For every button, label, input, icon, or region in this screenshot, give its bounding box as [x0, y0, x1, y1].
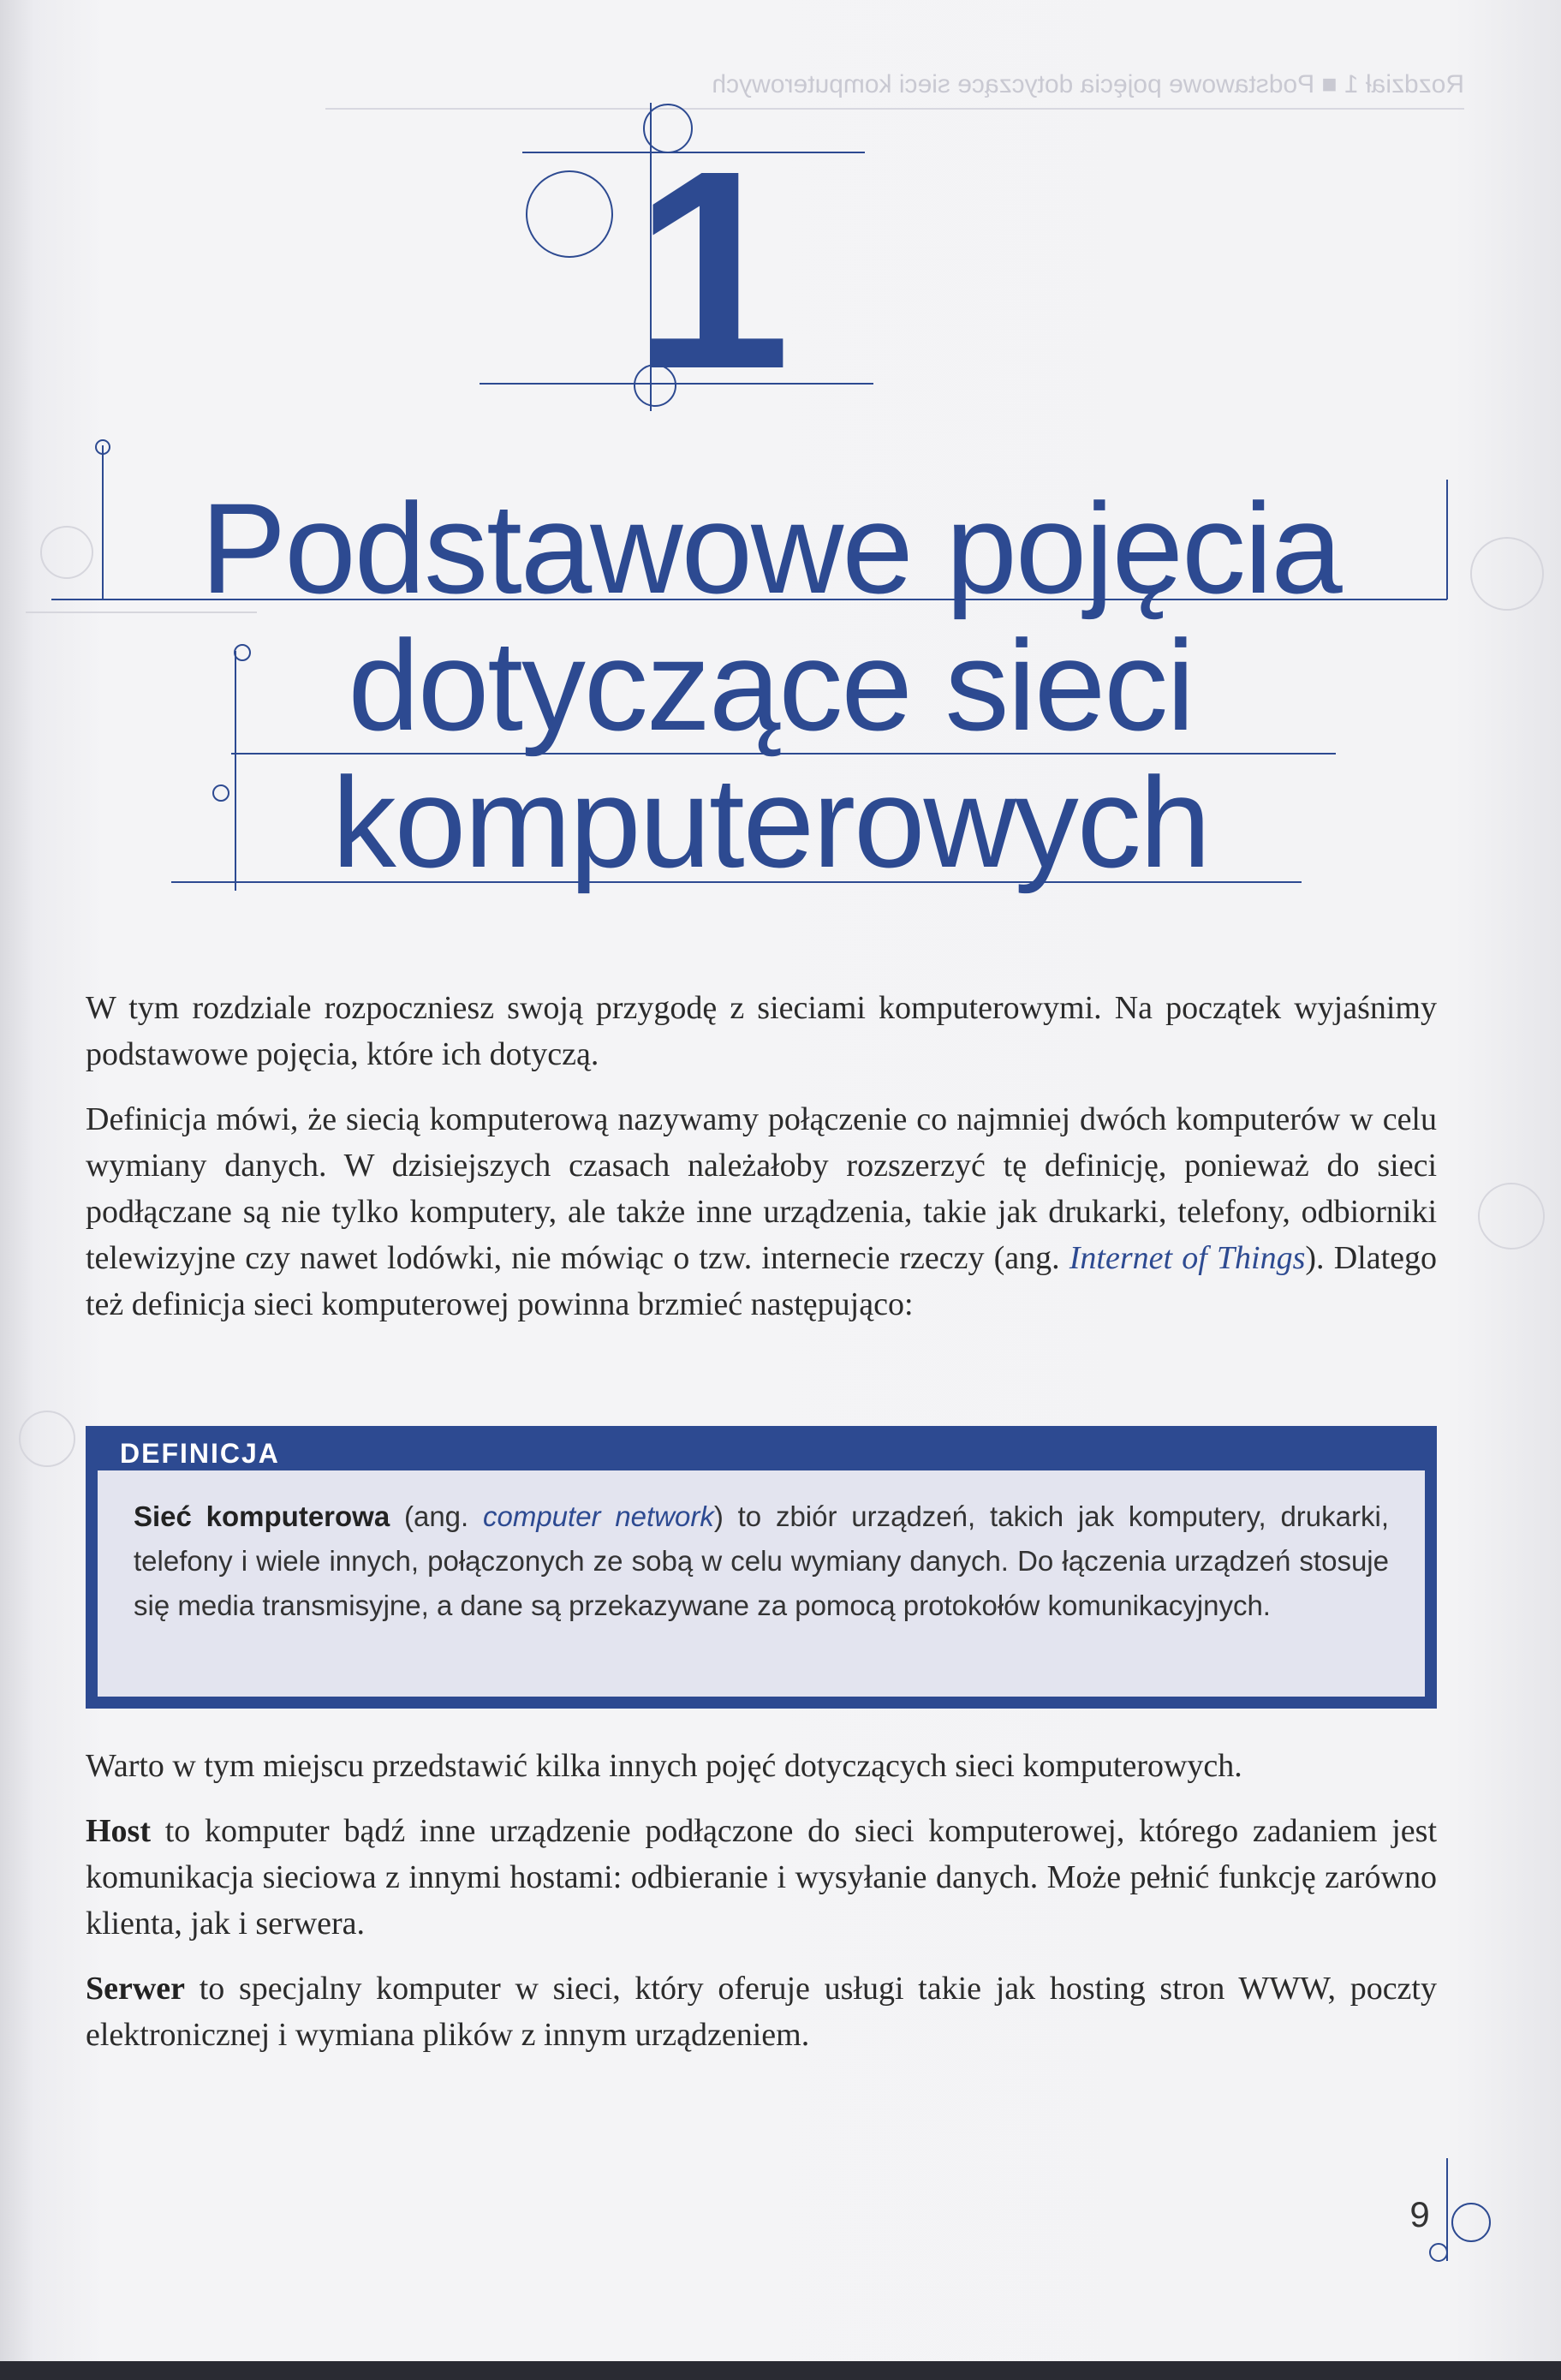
chapter-title-line: dotyczące sieci — [348, 613, 1194, 757]
intro-paragraph: W tym rozdziale rozpoczniesz swoją przygodę z sieciami komputerowymi. Na początek wyjaśnimy podstawowe pojęcia, które ich dotyczą. — [86, 990, 1437, 1072]
terms-intro: Warto w tym miejscu przedstawić kilka innych pojęć dotyczących sieci komputerowych. — [86, 1748, 1242, 1784]
scan-edge — [0, 2361, 1561, 2380]
english-term: Internet of Things — [1069, 1240, 1306, 1276]
server-term: Serwer — [86, 1971, 186, 2007]
show-through-header: Rozdział 1 ■ Podstawowe pojęcia dotyczące sieci komputerowych — [325, 70, 1464, 110]
definition-paragraph — [86, 1096, 1437, 1327]
server-text: to specjalny komputer w sieci, który oferuje usługi takie jak hosting stron WWW, poczty elektronicznej i wymiana plików z innym urządzeniem. — [86, 1971, 1437, 2053]
definition-text: (ang. — [390, 1500, 483, 1532]
paragraph-text: Definicja mówi, że siecią komputerową nazywamy połączenie co najmniej dwóch komputerów w celu wymiany danych. W dzisiejszych czasach należałoby rozszerzyć tę definicję, ponieważ do sieci podłączane są nie tylko komputery, ale także inne urządzenia, takie jak drukarki, telefony, odbiorniki telewizyjne czy nawet lodówki, nie mówiąc o tzw. internecie rzeczy (ang. — [86, 1101, 1437, 1276]
definition-text: ) to zbiór urządzeń, takich jak komputery, drukarki, telefony i wiele innych, połączonych ze sobą w celu wymiany danych. Do łączenia urządzeń stosuje się media transmisyjne, a dane są przekazywane za pomocą protokołów komunikacyjnych. — [134, 1500, 1389, 1621]
paragraph-text: ). Dlatego też definicja sieci komputerowej powinna brzmieć następująco: — [86, 1240, 1437, 1322]
chapter-title-line: komputerowych — [331, 750, 1210, 894]
page-number: 9 — [1409, 2194, 1430, 2234]
definition-term-en: computer network — [482, 1500, 714, 1532]
definition-term: Sieć komputerowa — [134, 1500, 390, 1532]
chapter-number: 1 — [634, 111, 791, 427]
server-paragraph — [86, 1965, 1437, 2058]
definition-box — [86, 1426, 1437, 1709]
intro-section — [86, 985, 1437, 1346]
terms-section — [86, 1743, 1437, 2077]
deco-circle-left — [527, 171, 612, 257]
host-paragraph — [86, 1808, 1437, 1947]
host-term: Host — [86, 1813, 151, 1849]
definition-body — [98, 1470, 1425, 1697]
host-text: to komputer bądź inne urządzenie podłączone do sieci komputerowej, którego zadaniem jest komunikacja sieciowa z innymi hostami: odbieranie i wysyłanie danych. Może pełnić funkcję zarówno klienta, jak i serwera. — [86, 1813, 1437, 1942]
definition-header: DEFINICJA — [120, 1438, 280, 1469]
chapter-title-line: Podstawowe pojęcia — [200, 476, 1341, 620]
chapter-title — [94, 476, 1447, 894]
